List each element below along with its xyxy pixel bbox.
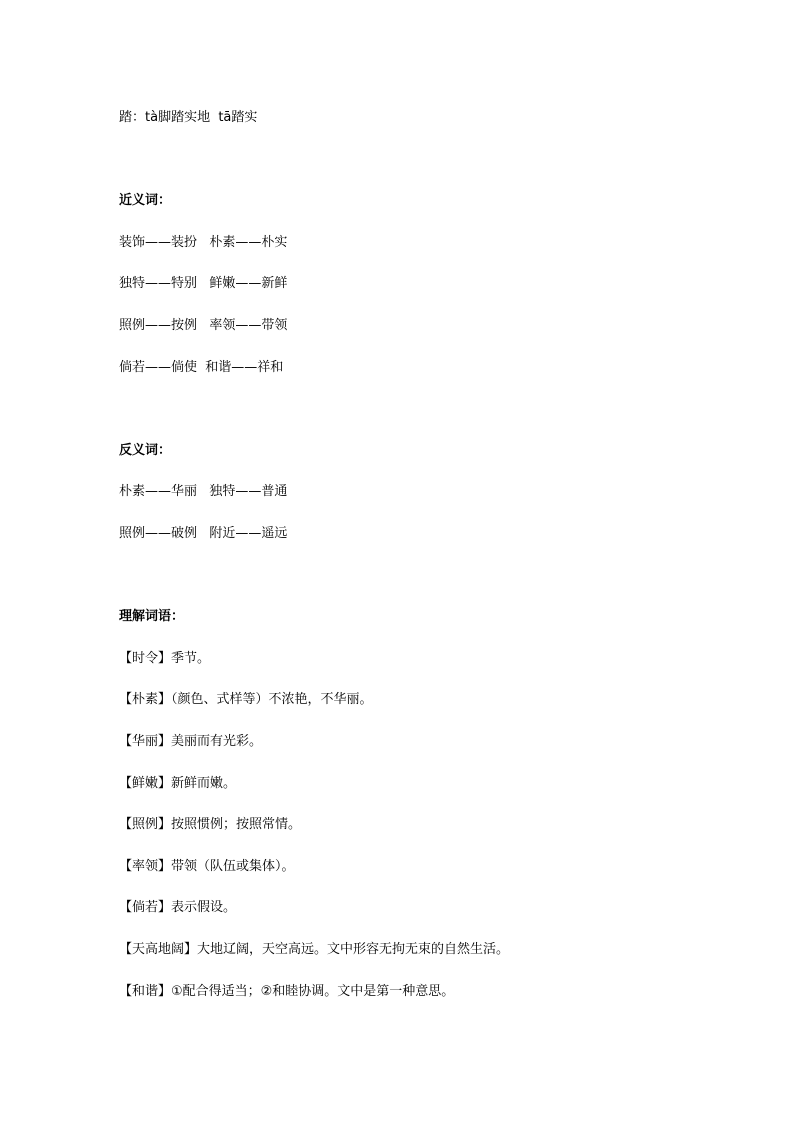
definition-line: 【照例】按照惯例；按照常情。 <box>119 817 302 832</box>
synonym-line: 装饰——装扮 朴素——朴实 <box>119 235 288 250</box>
synonym-line: 独特——特别 鲜嫩——新鲜 <box>119 276 288 291</box>
antonym-line: 照例——破例 附近——遥远 <box>119 526 288 541</box>
synonym-line: 照例——按例 率领——带领 <box>119 318 288 333</box>
synonym-line: 倘若——倘使 和谐——祥和 <box>119 360 284 375</box>
definition-line: 【时令】季节。 <box>119 651 211 666</box>
definition-line: 【华丽】美丽而有光彩。 <box>119 734 263 749</box>
definition-line: 【天高地阔】大地辽阔，天空高远。文中形容无拘无束的自然生活。 <box>119 942 510 957</box>
definition-line: 【和谐】①配合得适当；②和睦协调。文中是第一种意思。 <box>119 984 455 999</box>
pronunciation-line: 踏：tà脚踏实地 tā踏实 <box>119 110 258 125</box>
definition-line: 【倘若】表示假设。 <box>119 900 237 915</box>
synonyms-heading: 近义词： <box>119 193 172 208</box>
antonym-line: 朴素——华丽 独特——普通 <box>119 484 288 499</box>
definitions-heading: 理解词语： <box>119 609 185 624</box>
definition-line: 【朴素】（颜色、式样等）不浓艳，不华丽。 <box>119 692 373 707</box>
antonyms-heading: 反义词： <box>119 443 172 458</box>
definition-line: 【率领】带领（队伍或集体）。 <box>119 859 295 874</box>
definition-line: 【鲜嫩】新鲜而嫩。 <box>119 776 237 791</box>
